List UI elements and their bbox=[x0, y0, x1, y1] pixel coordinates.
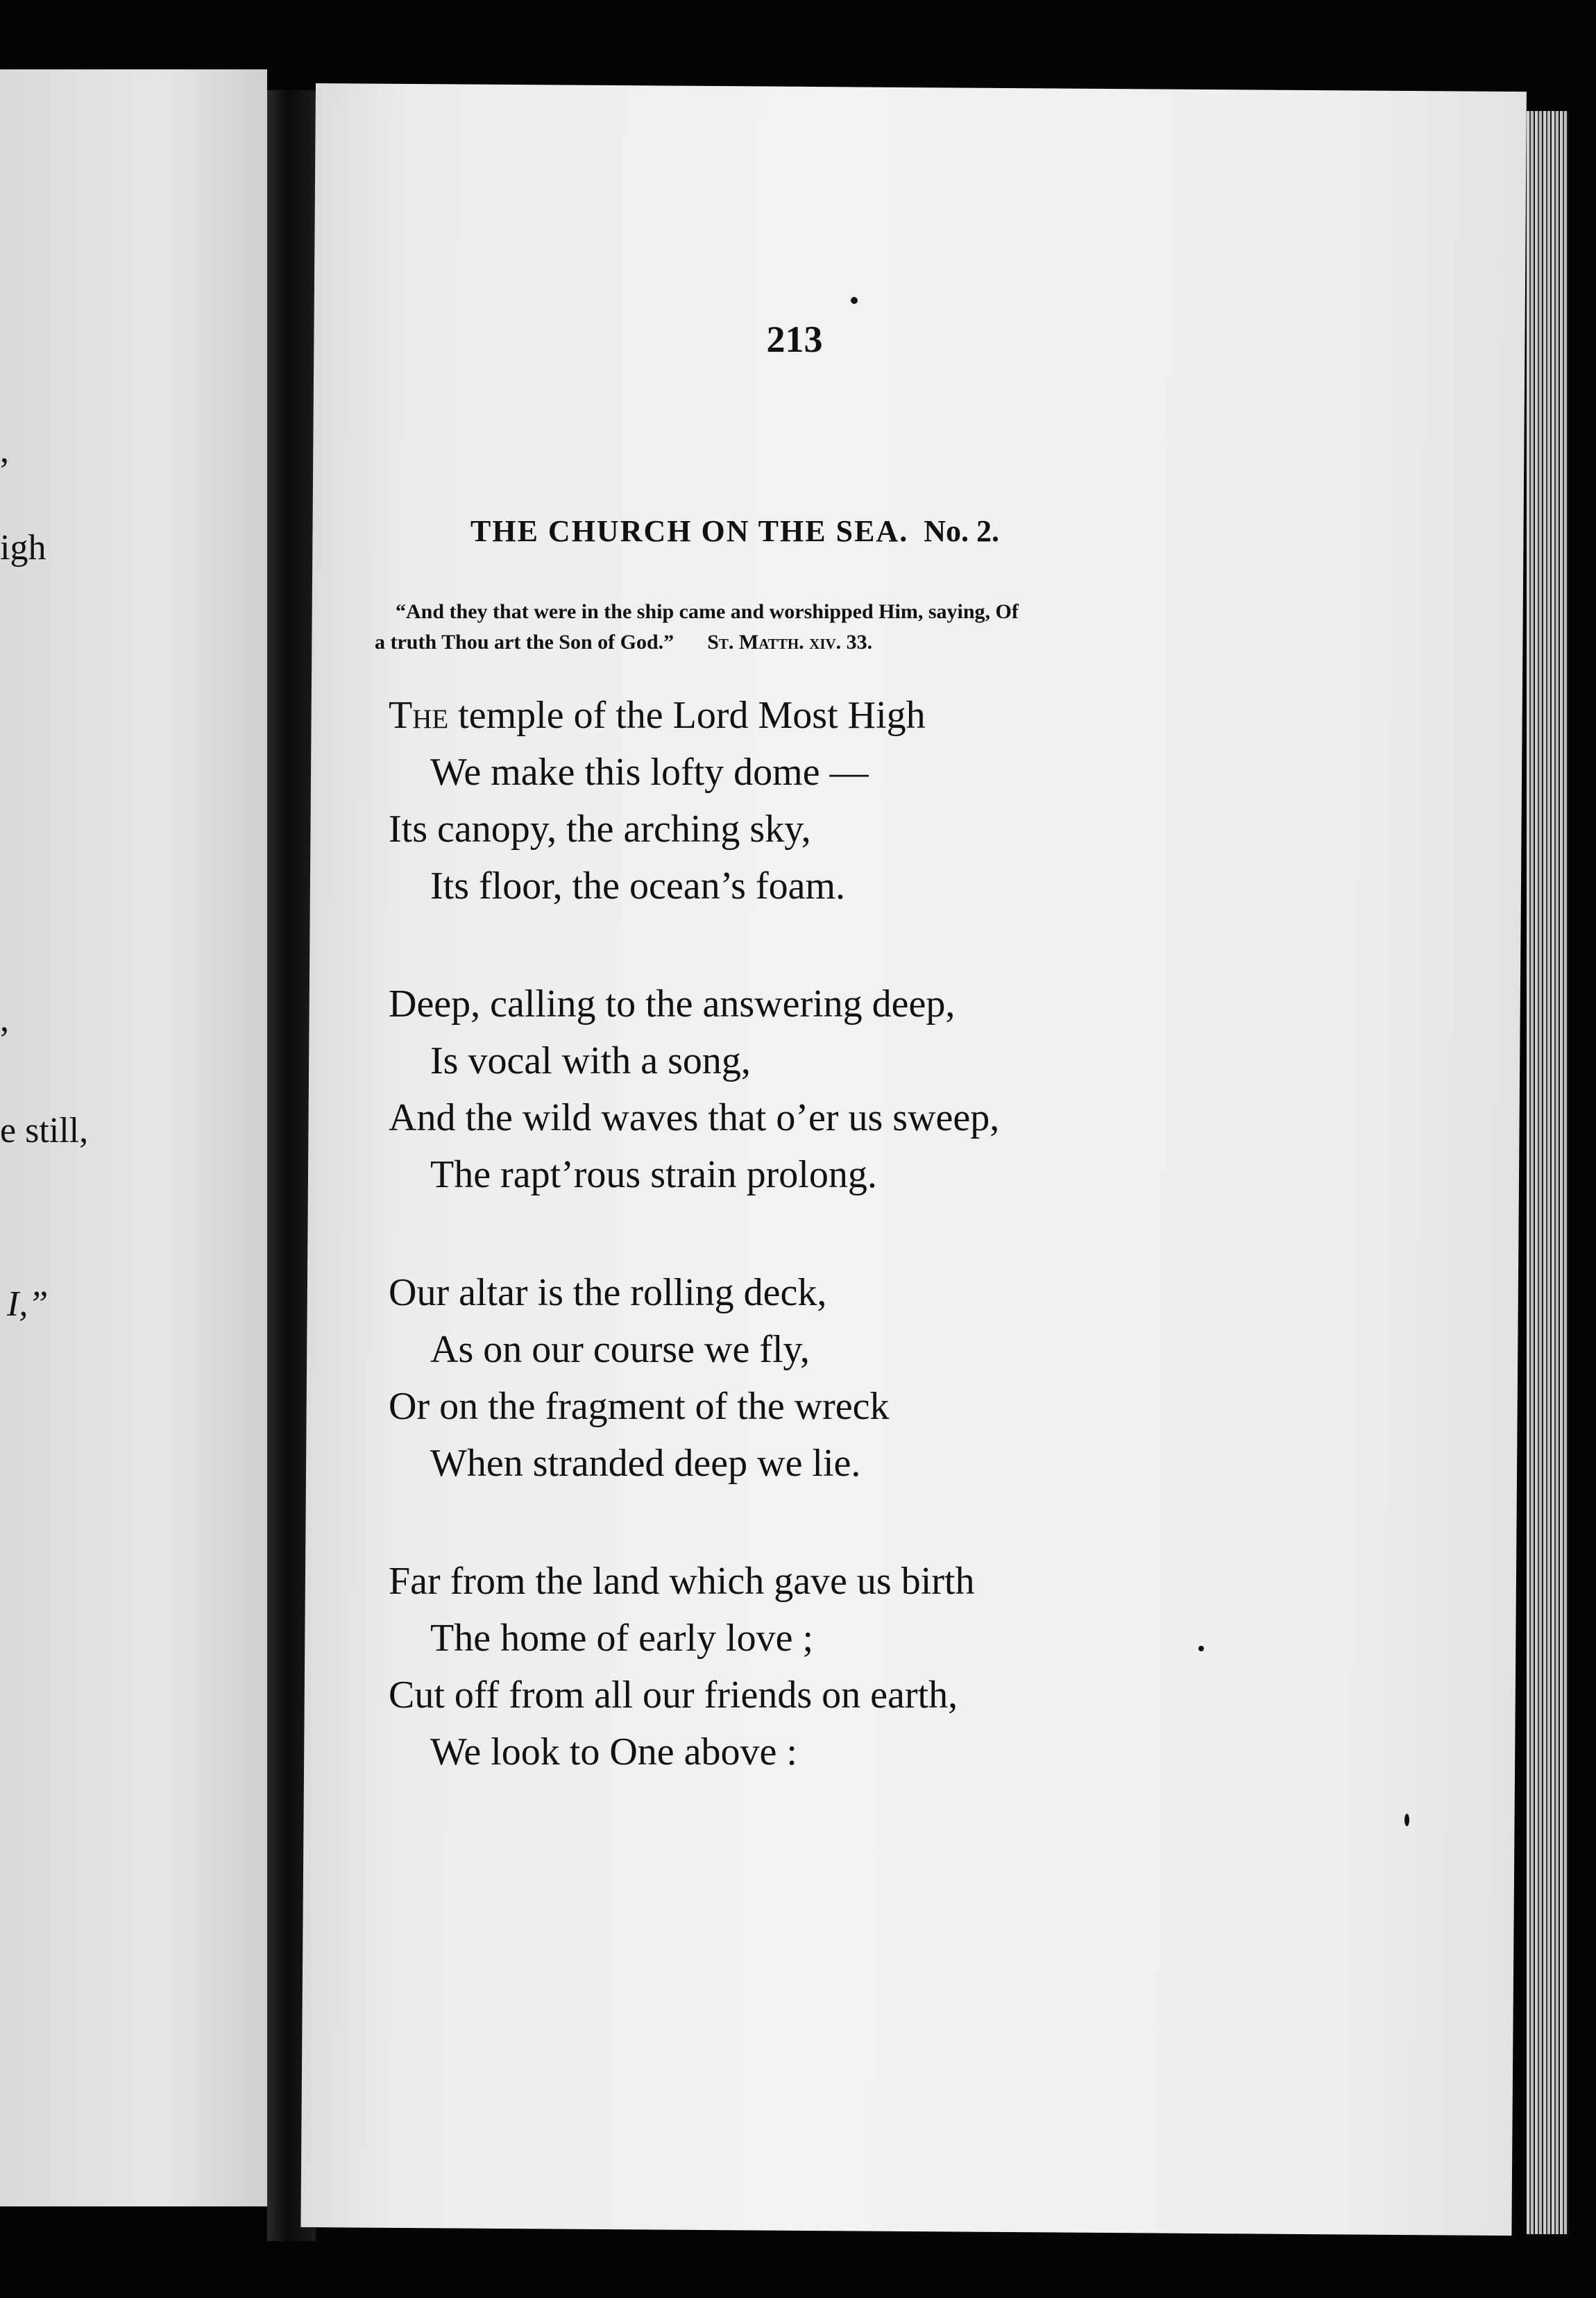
poem-line: Its floor, the ocean’s foam. bbox=[430, 865, 846, 908]
poem-line: When stranded deep we lie. bbox=[430, 1442, 861, 1485]
facing-page-fragment: igh bbox=[0, 528, 46, 568]
facing-page-fragment: e still, bbox=[0, 1111, 89, 1150]
stanza bbox=[389, 976, 1221, 1203]
epigraph bbox=[375, 597, 1207, 658]
poem-body bbox=[389, 687, 1221, 1841]
poem-line: We make this lofty dome — bbox=[430, 751, 869, 794]
stanza bbox=[389, 687, 1221, 914]
poem-line: The rapt’rous strain prolong. bbox=[430, 1153, 877, 1196]
poem-line: As on our course we fly, bbox=[430, 1328, 810, 1371]
epigraph-line bbox=[375, 627, 1207, 658]
facing-page-fragment: I,” bbox=[7, 1284, 49, 1324]
poem-line: Or on the fragment of the wreck bbox=[389, 1385, 890, 1428]
poem-line: We look to One above : bbox=[430, 1730, 797, 1773]
epigraph-line: “And they that were in the ship came and worshipped Him, saying, Of bbox=[396, 600, 1019, 623]
poem-title-number: No. 2. bbox=[924, 514, 999, 548]
poem-title-text: THE CHURCH ON THE SEA. bbox=[470, 514, 909, 548]
ink-speck bbox=[1404, 1814, 1409, 1826]
poem-line: Deep, calling to the answering deep, bbox=[389, 982, 956, 1025]
poem-line: Our altar is the rolling deck, bbox=[389, 1271, 827, 1314]
poem-line-text: temple of the Lord Most High bbox=[448, 694, 926, 737]
epigraph-line-text: a truth Thou art the Son of God.” bbox=[375, 631, 674, 654]
ink-speck bbox=[1198, 1646, 1204, 1651]
poem-line: Cut off from all our friends on earth, bbox=[389, 1674, 958, 1717]
ink-speck bbox=[851, 297, 858, 304]
poem-line bbox=[389, 687, 1221, 744]
stanza bbox=[389, 1553, 1221, 1780]
poem-line: The home of early love ; bbox=[430, 1617, 814, 1660]
facing-page-fragment: , bbox=[0, 431, 9, 470]
page-edges bbox=[1527, 111, 1568, 2234]
facing-page-fragment: , bbox=[0, 1000, 9, 1039]
epigraph-citation: St. Matth. xiv. 33. bbox=[707, 631, 873, 654]
facing-page-left bbox=[0, 69, 267, 2206]
poem-line: Is vocal with a song, bbox=[430, 1039, 751, 1082]
poem-line: And the wild waves that o’er us sweep, bbox=[389, 1096, 1000, 1139]
page-number: 213 bbox=[766, 318, 823, 360]
stanza bbox=[389, 1264, 1221, 1492]
poem-line: Far from the land which gave us birth bbox=[389, 1560, 975, 1603]
poem-title bbox=[470, 513, 1137, 549]
poem-line-lead: The bbox=[389, 694, 449, 737]
poem-line: Its canopy, the arching sky, bbox=[389, 808, 811, 851]
